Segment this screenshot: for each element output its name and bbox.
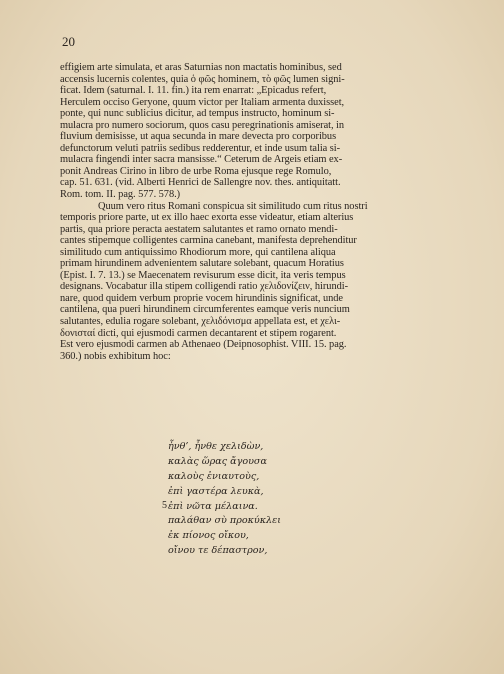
text-line: mulacra fingendi inter sacra mansisse.“ Ceterum de Argeis etiam ex-: [60, 154, 343, 166]
text-line: ponte, qui nunc sublicius dicitur, ad tempus instructo, hominum si-: [60, 108, 335, 120]
text-line: cap. 51. 631. (vid. Alberti Henrici de Sallengre nov. thes. antiquitatt.: [60, 177, 341, 189]
text-line: Est vero ejusmodi carmen ab Athenaeo (Deipnosophist. VIII. 15. pag.: [60, 339, 347, 351]
text-line: accensis lucernis colentes, quia ὁ φῶς hominem, τὸ φῶς lumen signi-: [60, 73, 345, 85]
text-line: similitudo cum antiquissimo Rhodiorum more, qui cantilena aliqua: [60, 246, 336, 258]
text-line: 360.) nobis exhibitum hoc:: [60, 350, 171, 362]
text-line: mulacra pro numero sociorum, quos casu peregrinationis amiserat, in: [60, 119, 345, 131]
body-text: [60, 62, 460, 362]
text-line: cantilena, qua pueri hirundinem circumferentes eamque veris nuncium: [60, 304, 350, 316]
poem-line: οἴνου τε δέπαστρον,: [168, 545, 268, 557]
text-line: fluvium demisisse, ut aqua secunda in mare devecta pro corporibus: [60, 131, 337, 143]
text-line: temporis priore parte, ut ex illo haec exorta esse videatur, etiam alterius: [60, 212, 354, 224]
text-line: salutantes, edulia rogare solebant, χελιδόνισμα appellata est, et χελι-: [60, 316, 341, 328]
text-line: partis, qua priore peracta aestatem salutantes et ramo ornato mendi-: [60, 223, 338, 235]
text-line: primam hirundinem advenientem salutare solebant, quacum Horatius: [60, 258, 344, 270]
text-line: effigiem arte simulata, et aras Saturnias non mactatis hominibus, sed: [60, 62, 342, 73]
poem-line: ἐπὶ γαστέρα λευκὰ,: [168, 485, 264, 497]
poem-line: καλοὺς ἐνιαυτοὺς,: [168, 470, 260, 482]
verse-number: 5: [162, 500, 167, 511]
poem-line: καλὰς ὥρας ἄγουσα: [168, 455, 267, 467]
text-line: ficat. Idem (saturnal. I. 11. fin.) ita rem enarrat: „Epicadus refert,: [60, 85, 327, 97]
text-line: Rom. tom. II. pag. 577. 578.): [60, 189, 181, 201]
page-number: 20: [62, 34, 75, 49]
text-line: Herculem occiso Geryone, quum victor per Italiam armenta duxisset,: [60, 96, 345, 108]
text-line: cantes stipemque colligentes carmina canebant, manifesta deprehenditur: [60, 235, 357, 247]
text-line: ponit Andreas Cirino in libro de urbe Roma ejusque rege Romulo,: [60, 165, 332, 177]
text-line: nare, quod quidem verbum proprie vocem hirundinis significat, unde: [60, 292, 343, 304]
text-line: (Epist. I. 7. 13.) se Maecenatem revisurum esse dicit, ita veris tempus: [60, 269, 346, 281]
paragraph-1: [60, 62, 460, 201]
poem-line: ἦνθ’, ἦνθε χελιδὼν,: [168, 441, 264, 452]
paragraph-2: [60, 201, 460, 363]
text-line: Quum vero ritus Romani conspicua sit similitudo cum ritus nostri: [98, 200, 368, 212]
text-line: δονισταί dicti, qui ejusmodi carmen decantarent et stipem rogarent.: [60, 327, 337, 339]
poem-line: ἐπὶ νῶτα μέλαινα.: [168, 500, 258, 512]
poem-line: παλάθαν σὺ προκύκλει: [168, 515, 282, 527]
greek-poem: [168, 440, 281, 559]
poem-line: ἐκ πίονος οἴκου,: [168, 530, 249, 542]
text-line: designans. Vocabatur illa stipem colligendi ratio χελιδονίζειν, hirundi-: [60, 281, 348, 293]
text-line: defunctorum veluti patriis sedibus redderentur, et inde usum talia si-: [60, 142, 341, 154]
